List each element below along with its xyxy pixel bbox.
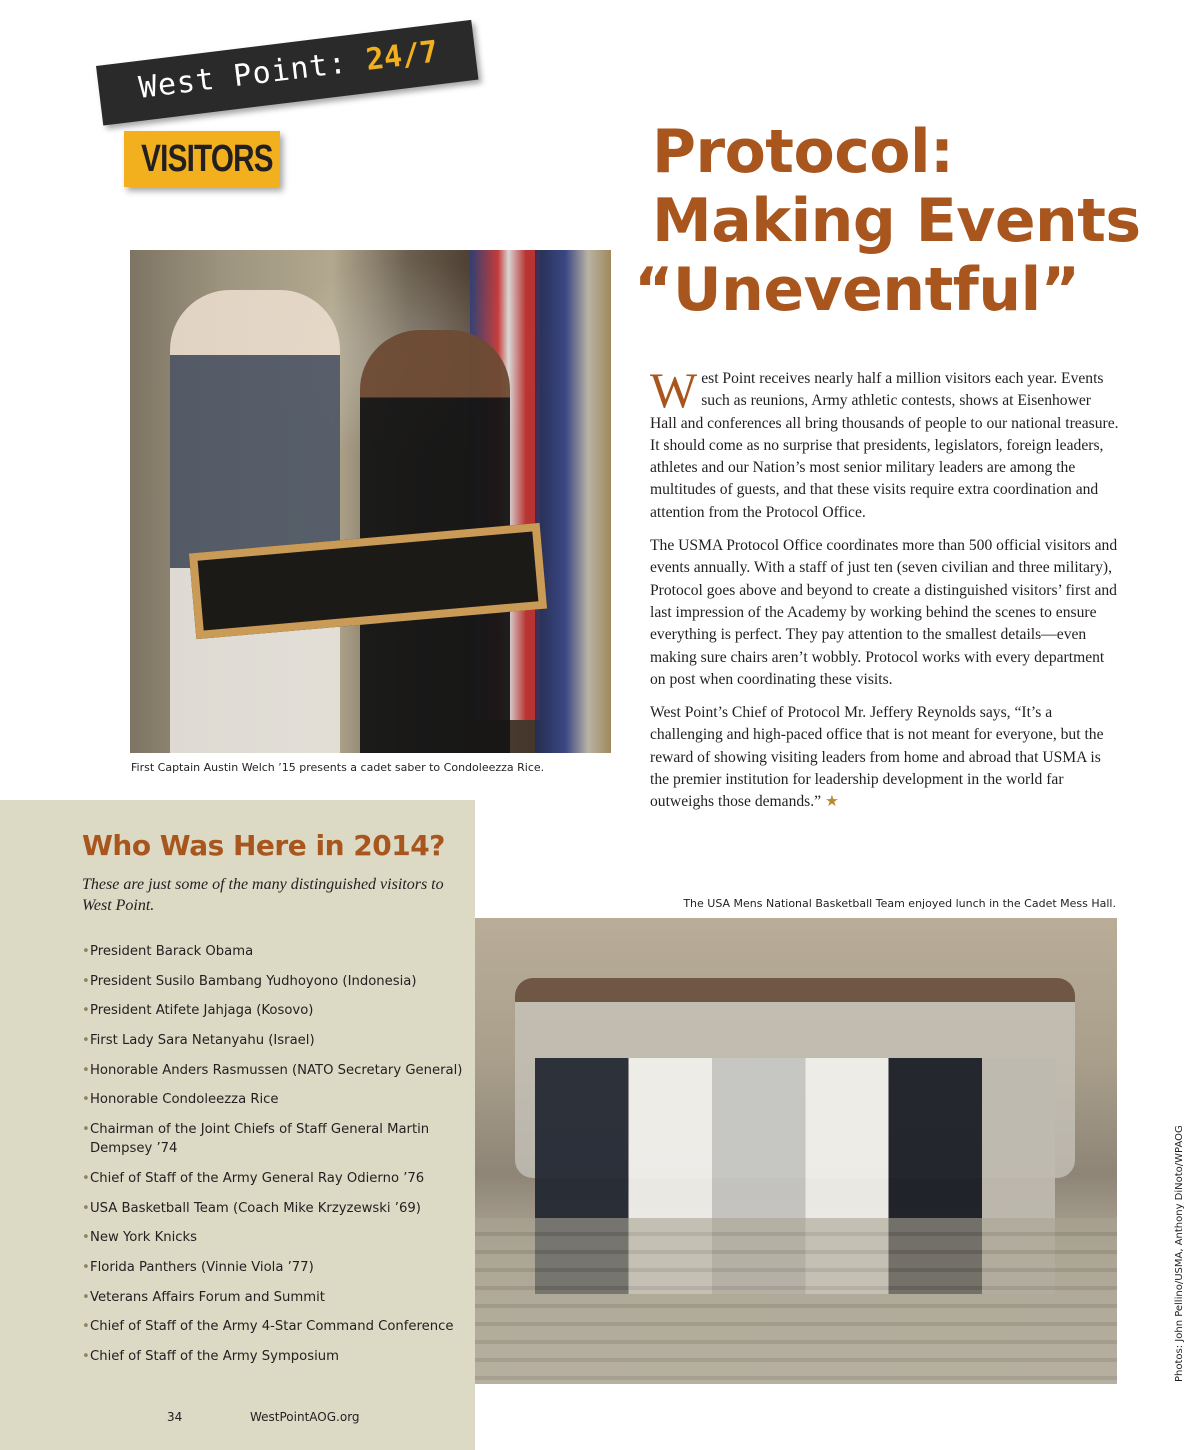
list-item: • President Atifete Jahjaga (Kosovo) [82,1001,467,1020]
list-item: • Chairman of the Joint Chiefs of Staff General Martin Dempsey ’74 [82,1120,467,1158]
visitor-list [82,942,467,1377]
photo-credit: Photos: John Pellino/USMA, Anthony DiNoto/WPAOG [1174,1125,1185,1382]
sidebar-subtitle: These are just some of the many distinguished visitors to West Point. [82,876,444,914]
list-item: • New York Knicks [82,1228,467,1247]
section-banner [124,131,280,187]
series-name: West Point: [136,45,350,106]
sidebar-title: Who Was Here in 2014? [82,829,445,862]
title-line-2: Making Events [652,186,1141,256]
photo-rice-saber [130,250,611,753]
list-item: • Florida Panthers (Vinnie Viola ’77) [82,1258,467,1277]
photo-caption-2: The USA Mens National Basketball Team enjoyed lunch in the Cadet Mess Hall. [683,897,1116,910]
article-title [634,118,1174,325]
list-item: • Veterans Affairs Forum and Summit [82,1288,467,1307]
title-line-1: Protocol: [652,117,954,187]
article-body [650,362,1120,825]
title-line-3: “Uneventful” [634,255,1080,325]
series-banner [96,20,478,126]
list-item: • Chief of Staff of the Army Symposium [82,1347,467,1366]
photo-basketball-team [475,918,1117,1384]
list-item: • USA Basketball Team (Coach Mike Krzyzewski ’69) [82,1199,467,1218]
flag-shape [535,250,611,753]
section-label: VISITORS [141,138,273,180]
list-item: • Honorable Condoleezza Rice [82,1090,467,1109]
body-paragraph-1 [650,362,1120,524]
list-item: • First Lady Sara Netanyahu (Israel) [82,1031,467,1050]
list-item: • Chief of Staff of the Army 4-Star Command Conference [82,1317,467,1336]
page-number: 34 [167,1410,183,1424]
series-label [137,34,440,105]
series-hours: 24/7 [363,34,440,78]
building-steps [475,1218,1117,1384]
list-item: • President Barack Obama [82,942,467,961]
paragraph-3-text: West Point’s Chief of Protocol Mr. Jeffery Reynolds says, “It’s a challenging and high-paced office that is not meant for everyone, but the reward of showing visiting leaders from home and abroad that USMA is the premier institution for leadership development in the world far outweighs those demands.” [650,704,1104,811]
drop-cap: W [650,362,698,418]
list-item: • President Susilo Bambang Yudhoyono (Indonesia) [82,972,467,991]
website-link[interactable]: WestPointAOG.org [250,1410,360,1424]
visitors-sidebar [0,800,475,1450]
star-icon: ★ [824,793,839,811]
body-paragraph-2: The USMA Protocol Office coordinates more than 500 official visitors and events annually. With a staff of just ten (seven civilian and three military), Protocol goes above and beyond to create a distinguished visitors’ first and last impression of the Academy by working behind the scenes to ensure everything is perfect. They pay attention to the smallest details—even making sure chairs aren’t wobbly. Protocol works with every department on post when coordinating these visits. [650,537,1118,688]
cadet-figure [170,290,340,753]
list-item: • Honorable Anders Rasmussen (NATO Secretary General) [82,1061,467,1080]
list-item: • Chief of Staff of the Army General Ray Odierno ’76 [82,1169,467,1188]
photo-caption-1: First Captain Austin Welch ’15 presents a cadet saber to Condoleezza Rice. [131,761,545,774]
paragraph-1-text: est Point receives nearly half a million visitors each year. Events such as reunions, Army athletic contests, shows at Eisenhower Hall and conferences all bring thousands of people to our national treasure. It should come as no surprise that presidents, legislators, foreign leaders, athletes and our Nation’s most senior military leaders are among the multitudes of guests, and that these visits require extra coordination and attention from the Protocol Office. [650,370,1119,521]
body-paragraph-3 [650,702,1120,813]
